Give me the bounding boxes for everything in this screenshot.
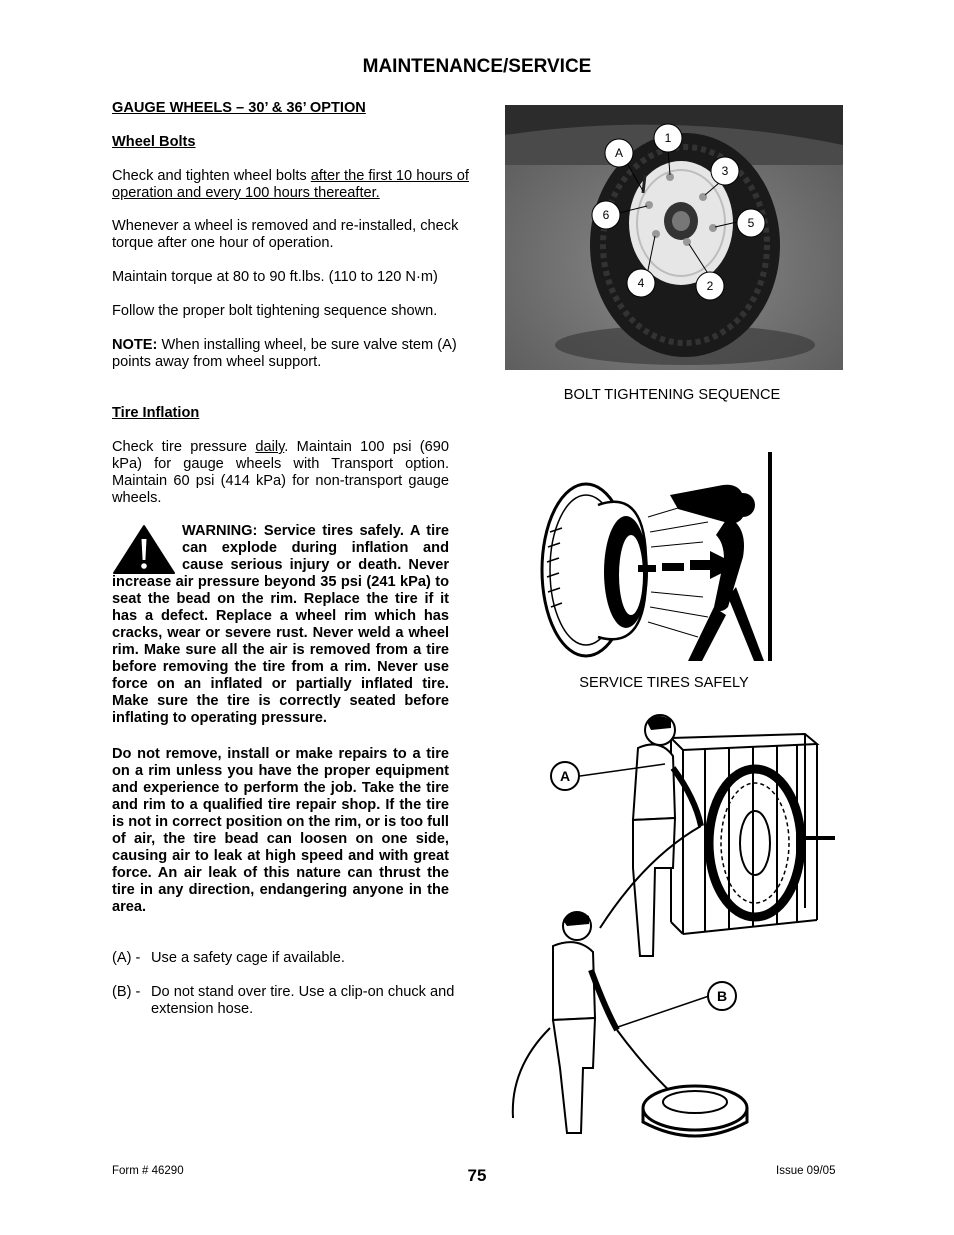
- paragraph-check-bolts-interval: after the first 10 hours of operation and every 100 hours thereafter.: [112, 168, 469, 201]
- list-item-label: (B) -: [112, 984, 141, 1000]
- note-valve-stem: [112, 337, 470, 371]
- tire-pressure-values: . Maintain 100 psi (690 kPa) for gauge wheels with Transport option. Maintain 60 psi (414 kPa) for non-transport gauge wheels.: [112, 439, 449, 506]
- paragraph-check-bolts: [112, 168, 470, 202]
- cage-callout-a: A: [559, 768, 571, 784]
- bolt-callout-3: 3: [721, 164, 729, 178]
- paragraph-torque: Maintain torque at 80 to 90 ft.lbs. (110 to 120 N·m): [112, 269, 438, 285]
- caption-bolt-sequence: BOLT TIGHTENING SEQUENCE: [563, 387, 781, 403]
- list-item-text: Do not stand over tire. Use a clip-on chuck and extension hose.: [151, 984, 455, 1017]
- list-item: [112, 950, 457, 967]
- paragraph-reinstall: Whenever a wheel is removed and re-installed, check torque after one hour of operation.: [112, 218, 459, 251]
- bolt-sequence-photo: [505, 105, 843, 370]
- list-item-label: (A) -: [112, 950, 141, 966]
- tire-pressure-lead: Check tire pressure: [112, 439, 256, 455]
- list-item-text: Use a safety cage if available.: [151, 950, 345, 966]
- caption-service-tires: SERVICE TIRES SAFELY: [579, 675, 749, 691]
- bolt-callout-6: 6: [602, 208, 610, 222]
- section-heading-gauge-wheels: GAUGE WHEELS – 30’ & 36’ OPTION: [112, 100, 366, 116]
- subheading-tire-inflation: Tire Inflation: [112, 405, 200, 421]
- cage-callout-b: B: [716, 988, 728, 1004]
- footer-issue: Issue 09/05: [776, 1165, 836, 1177]
- note-text: When installing wheel, be sure valve stem (A) points away from wheel support.: [112, 337, 457, 370]
- bolt-callout-1: 1: [664, 131, 672, 145]
- paragraph-check-bolts-lead: Check and tighten wheel bolts: [112, 168, 311, 184]
- paragraph-repair-caution: Do not remove, install or make repairs to a tire on a rim unless you have the proper equipment and experience to perform the job. Take the tire and rim to a qualified tire repair shop. If the tire is not in correct position on the rim, or is too full of air, the tire bead can loosen on one side, causing air to leak at high speed and with great force. An air leak of this nature can thrust the tire in any direction, endangering anyone in the area.: [112, 746, 449, 915]
- safety-cage-illustration: [505, 708, 843, 1143]
- subheading-wheel-bolts: Wheel Bolts: [112, 134, 196, 150]
- page-title: MAINTENANCE/SERVICE: [362, 56, 592, 77]
- tire-explosion-safety-graphic: [538, 447, 778, 664]
- warning-text: WARNING: Service tires safely. A tire can explode during inflation and cause serious injury or death. Never increase air pressure beyond 35 psi (241 kPa) to seat the bead on the rim. Replace the tire if it has a defect. Replace a wheel rim which has cracks, wear or severe rust. Never weld a wheel rim. Make sure all the air is removed from a tire before removing the tire from a rim. Never use force on an inflated or partially inflated tire. Make sure the tire is correctly seated before inflating to operating pressure.: [112, 523, 449, 726]
- warning-triangle-icon: [112, 524, 176, 574]
- note-label: NOTE:: [112, 337, 158, 353]
- bolt-callout-valve-stem: A: [614, 146, 624, 160]
- page-number: 75: [467, 1166, 487, 1185]
- bolt-callout-2: 2: [706, 279, 714, 293]
- bolt-callout-5: 5: [747, 216, 755, 230]
- paragraph-sequence: Follow the proper bolt tightening sequence shown.: [112, 303, 438, 319]
- list-item: [112, 984, 457, 1018]
- bolt-callout-4: 4: [637, 276, 645, 290]
- paragraph-tire-pressure: [112, 439, 449, 507]
- tire-pressure-daily: daily: [255, 439, 285, 455]
- footer-form-number: Form # 46290: [112, 1165, 184, 1177]
